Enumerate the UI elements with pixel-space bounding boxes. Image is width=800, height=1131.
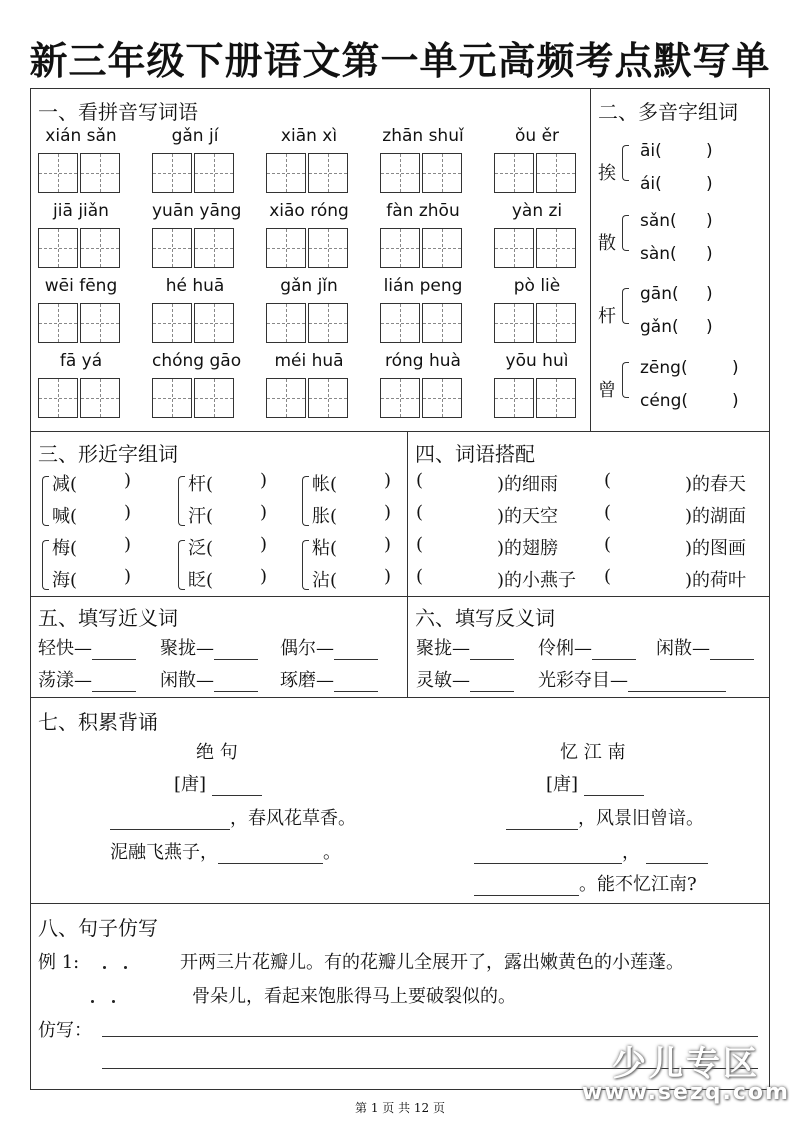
- writing-box[interactable]: [308, 303, 348, 343]
- pinyin-label: fā yá: [59, 351, 103, 371]
- similar-char-item: 沾(: [312, 570, 338, 591]
- synonym-item: 荡漾—: [38, 666, 136, 692]
- poem2-line3: 。能不忆江南?: [474, 870, 697, 896]
- watermark-url: www.sezq.com: [582, 1080, 790, 1105]
- writing-box[interactable]: [266, 378, 306, 418]
- poem1-line2: 泥融飞燕子， 。: [110, 842, 341, 863]
- writing-box[interactable]: [308, 228, 348, 268]
- similar-char-item: 泛(: [188, 538, 214, 559]
- pinyin-label: wēi fēng: [44, 276, 118, 296]
- paren-open: (: [604, 502, 612, 523]
- example-label: 例 1:: [38, 952, 80, 973]
- similar-char-item: 杆(: [188, 474, 214, 495]
- similar-char-item: 海(: [52, 570, 78, 591]
- writing-box[interactable]: [194, 228, 234, 268]
- paren-close: ): [384, 470, 392, 491]
- pinyin-option-a: āi(: [640, 141, 662, 161]
- pinyin-label: fàn zhōu: [386, 201, 460, 221]
- paren-open: (: [416, 566, 424, 587]
- paren-close: ): [260, 502, 268, 523]
- writing-box[interactable]: [308, 378, 348, 418]
- writing-box[interactable]: [380, 153, 420, 193]
- paren-close: ): [384, 566, 392, 587]
- section-8-heading: 八、句子仿写: [38, 916, 158, 940]
- collocation-right: )的荷叶: [685, 570, 747, 591]
- collocation-right: )的图画: [685, 538, 747, 559]
- antonym-item: 光彩夺目—: [538, 666, 726, 692]
- section-2-heading: 二、多音字组词: [598, 100, 738, 124]
- paren-close: ): [732, 391, 739, 411]
- writing-box[interactable]: [266, 303, 306, 343]
- brace-icon: [302, 476, 309, 526]
- example-sentence-line1: 开两三片花瓣儿。有的花瓣儿全展开了，露出嫩黄色的小莲蓬。: [180, 952, 684, 973]
- section-4-heading: 四、词语搭配: [415, 442, 535, 466]
- writing-box[interactable]: [422, 153, 462, 193]
- collocation-left: )的小燕子: [497, 570, 577, 591]
- paren-close: ): [124, 502, 132, 523]
- pinyin-label: hé huā: [165, 276, 225, 296]
- writing-box[interactable]: [38, 228, 78, 268]
- writing-box[interactable]: [266, 153, 306, 193]
- section-3-heading: 三、形近字组词: [38, 442, 178, 466]
- paren-open: (: [604, 470, 612, 491]
- brace-icon: [622, 362, 629, 398]
- pinyin-label: xiāo róng: [269, 201, 349, 221]
- brace-icon: [622, 145, 629, 181]
- brace-icon: [622, 215, 629, 251]
- writing-box[interactable]: [422, 378, 462, 418]
- writing-box[interactable]: [536, 228, 576, 268]
- poem2-dynasty: [唐]: [546, 770, 644, 796]
- similar-char-item: 眨(: [188, 570, 214, 591]
- pinyin-label: xiān xì: [280, 126, 338, 146]
- antonym-item: 闲散—: [656, 634, 754, 660]
- pinyin-label: chóng gāo: [152, 351, 242, 371]
- poem2-line2: ，: [474, 838, 708, 864]
- pinyin-label: lián peng: [383, 276, 463, 296]
- paren-close: ): [706, 174, 713, 194]
- pinyin-option-a: sǎn(: [640, 211, 677, 231]
- paren-close: ): [706, 244, 713, 264]
- brace-icon: [42, 540, 49, 590]
- paren-close: ): [706, 284, 713, 304]
- writing-box[interactable]: [152, 303, 192, 343]
- writing-box[interactable]: [536, 378, 576, 418]
- similar-char-item: 胀(: [312, 506, 338, 527]
- pinyin-option-b: gǎn(: [640, 317, 679, 337]
- similar-char-item: 喊(: [52, 506, 78, 527]
- pinyin-option-a: zēng(: [640, 358, 688, 378]
- collocation-left: )的翅膀: [497, 538, 559, 559]
- pinyin-label: zhān shuǐ: [382, 126, 464, 146]
- synonym-item: 聚拢—: [160, 634, 258, 660]
- paren-close: ): [384, 534, 392, 555]
- pinyin-option-b: céng(: [640, 391, 689, 411]
- pinyin-label: xián sǎn: [45, 126, 117, 146]
- collocation-right: )的春天: [685, 474, 747, 495]
- synonym-item: 闲散—: [160, 666, 258, 692]
- polyphone-char: 曾: [598, 380, 616, 401]
- paren-open: (: [604, 534, 612, 555]
- similar-char-item: 粘(: [312, 538, 338, 559]
- similar-char-item: 梅(: [52, 538, 78, 559]
- brace-icon: [302, 540, 309, 590]
- writing-box[interactable]: [152, 378, 192, 418]
- paren-close: ): [706, 211, 713, 231]
- paren-close: ): [260, 566, 268, 587]
- paren-open: (: [416, 502, 424, 523]
- writing-box[interactable]: [422, 303, 462, 343]
- paren-close: ): [706, 141, 713, 161]
- writing-box[interactable]: [38, 153, 78, 193]
- brace-icon: [178, 476, 185, 526]
- similar-char-item: 汗(: [188, 506, 214, 527]
- brace-icon: [622, 288, 629, 324]
- synonym-item: 轻快—: [38, 634, 136, 660]
- writing-box[interactable]: [494, 378, 534, 418]
- writing-box[interactable]: [80, 303, 120, 343]
- poem1-dynasty: [唐]: [174, 770, 262, 796]
- brace-icon: [42, 476, 49, 526]
- paren-close: ): [124, 534, 132, 555]
- paren-close: ): [384, 502, 392, 523]
- antonym-item: 伶俐—: [538, 634, 636, 660]
- imitate-label: 仿写：: [38, 1020, 92, 1041]
- paren-open: (: [604, 566, 612, 587]
- antonym-item: 聚拢—: [416, 634, 514, 660]
- section-6-heading: 六、填写反义词: [415, 606, 555, 630]
- paren-open: (: [416, 534, 424, 555]
- brace-icon: [178, 540, 185, 590]
- pinyin-option-b: ái(: [640, 174, 662, 194]
- example-sentence-line2: 骨朵儿，看起来饱胀得马上要破裂似的。: [192, 986, 516, 1007]
- pinyin-label: yōu huì: [505, 351, 569, 371]
- writing-box[interactable]: [80, 378, 120, 418]
- section-5-heading: 五、填写近义词: [38, 606, 178, 630]
- synonym-item: 偶尔—: [280, 634, 378, 660]
- writing-box[interactable]: [80, 153, 120, 193]
- writing-box[interactable]: [194, 378, 234, 418]
- writing-box[interactable]: [494, 153, 534, 193]
- pinyin-label: méi huā: [274, 351, 344, 371]
- polyphone-char: 挨: [598, 163, 616, 184]
- writing-box[interactable]: [152, 153, 192, 193]
- collocation-left: )的细雨: [497, 474, 559, 495]
- writing-box[interactable]: [266, 228, 306, 268]
- pinyin-label: yàn zi: [511, 201, 563, 221]
- pinyin-label: jiā jiǎn: [53, 201, 109, 221]
- poem2-title: 忆 江 南: [560, 742, 626, 763]
- paren-close: ): [260, 470, 268, 491]
- writing-box[interactable]: [536, 303, 576, 343]
- polyphone-char: 杆: [598, 306, 616, 327]
- pinyin-label: róng huà: [385, 351, 461, 371]
- pinyin-label: pò liè: [513, 276, 561, 296]
- paren-open: (: [416, 470, 424, 491]
- similar-char-item: 减(: [52, 474, 78, 495]
- writing-box[interactable]: [494, 228, 534, 268]
- writing-box[interactable]: [38, 303, 78, 343]
- pinyin-label: yuān yāng: [152, 201, 242, 221]
- paren-close: ): [732, 358, 739, 378]
- paren-close: ): [706, 317, 713, 337]
- writing-box[interactable]: [494, 303, 534, 343]
- paren-close: ): [260, 534, 268, 555]
- poem1-line1: ，春风花草香。: [110, 804, 356, 830]
- pinyin-label: ǒu ěr: [514, 126, 560, 146]
- polyphone-char: 散: [598, 233, 616, 254]
- writing-box[interactable]: [536, 153, 576, 193]
- page-title: 新三年级下册语文第一单元高频考点默写单: [29, 39, 771, 83]
- paren-close: ): [124, 470, 132, 491]
- collocation-left: )的天空: [497, 506, 559, 527]
- writing-box[interactable]: [380, 378, 420, 418]
- pinyin-option-b: sàn(: [640, 244, 677, 264]
- similar-char-item: 帐(: [312, 474, 338, 495]
- writing-box[interactable]: [152, 228, 192, 268]
- section-7-heading: 七、积累背诵: [38, 710, 158, 734]
- writing-box[interactable]: [194, 153, 234, 193]
- writing-box[interactable]: [80, 228, 120, 268]
- antonym-item: 灵敏—: [416, 666, 514, 692]
- poem2-line1: ，风景旧曾谙。: [506, 804, 704, 830]
- poem1-title: 绝 句: [196, 742, 238, 763]
- section-1-heading: 一、看拼音写词语: [38, 100, 198, 124]
- writing-box[interactable]: [380, 303, 420, 343]
- pinyin-option-a: gān(: [640, 284, 679, 304]
- writing-box[interactable]: [308, 153, 348, 193]
- writing-box[interactable]: [38, 378, 78, 418]
- writing-box[interactable]: [422, 228, 462, 268]
- watermark-brand: 少儿专区: [612, 1044, 760, 1084]
- paren-close: ): [124, 566, 132, 587]
- collocation-right: )的湖面: [685, 506, 747, 527]
- pinyin-label: gǎn jǐn: [280, 276, 338, 296]
- writing-box[interactable]: [380, 228, 420, 268]
- writing-box[interactable]: [194, 303, 234, 343]
- synonym-item: 琢磨—: [280, 666, 378, 692]
- page-footer: 第 1 页 共 12 页: [355, 1101, 445, 1115]
- pinyin-label: gǎn jí: [171, 126, 219, 146]
